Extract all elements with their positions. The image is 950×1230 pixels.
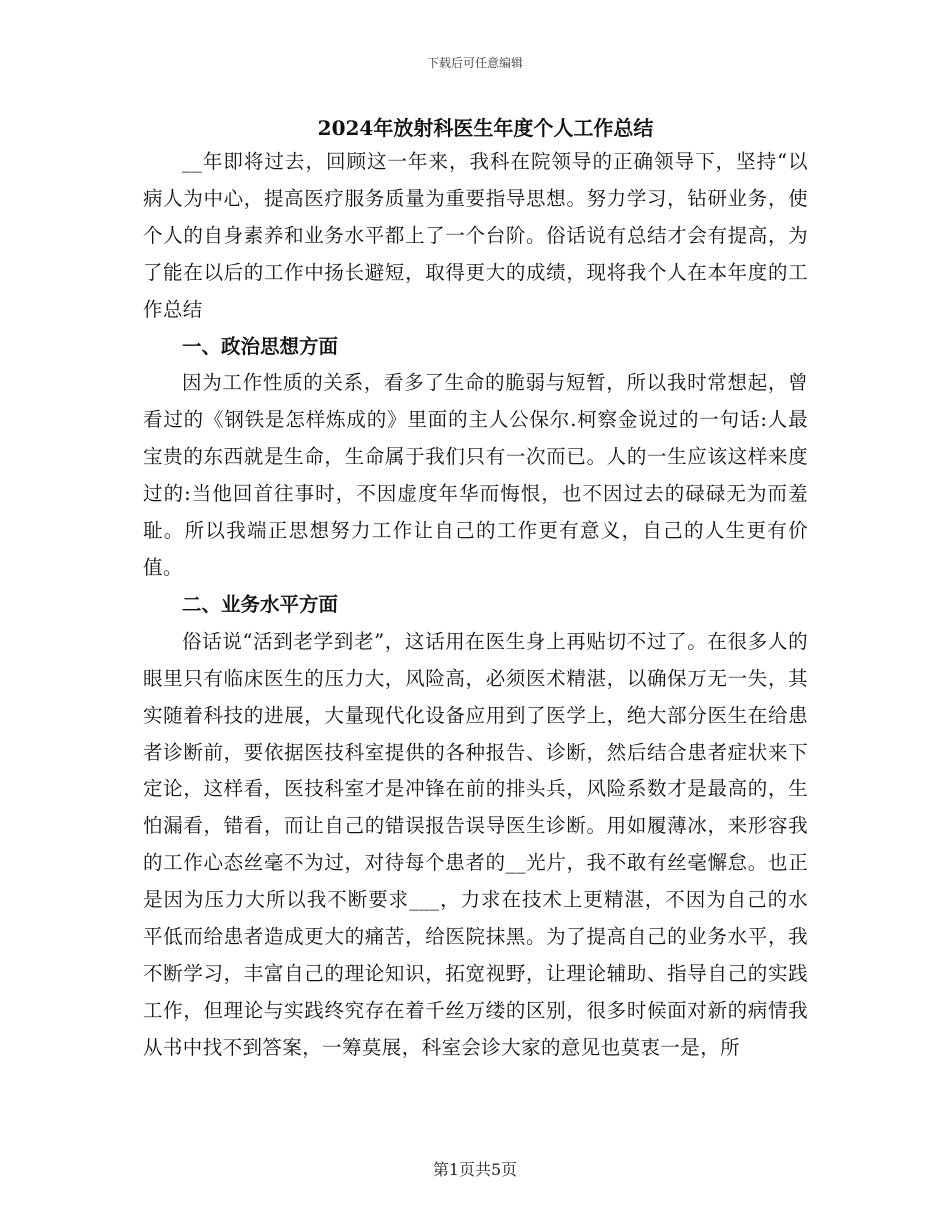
page-footer: 第1页共5页 [432,1160,518,1179]
intro-paragraph: __年即将过去，回顾这一年来，我科在院领导的正确领导下，坚持“以病人为中心，提高医疗服务质量为重要指导思想。努力学习，钻研业务，使个人的自身素养和业务水平都上了一个台阶。俗话说有总结才会有提高，为了能在以后的工作中扬长避短，取得更大的成绩，现将我个人在本年度的工作总结 [143,150,808,321]
section-body-political: 因为工作性质的关系，看多了生命的脆弱与短暂，所以我时常想起，曾看过的《钢铁是怎样炼成的》里面的主人公保尔.柯察金说过的一句话:人最宝贵的东西就是生命，生命属于我们只有一次而已。人的一生应该这样来度过的:当他回首往事时，不因虚度年华而悔恨，也不因过去的碌碌无为而羞耻。所以我端正思想努力工作让自己的工作更有意义，自己的人生更有价值。 [143,371,808,579]
page-header: 下载后可任意编辑 [426,56,523,70]
document-body [143,112,808,1067]
section-heading-professional: 二、业务水平方面 [182,592,339,616]
section-heading-political: 一、政治思想方面 [182,334,339,358]
document-title: 2024年放射科医生年度个人工作总结 [317,116,654,140]
section-body-professional: 俗话说“活到老学到老”，这话用在医生身上再贴切不过了。在很多人的眼里只有临床医生的压力大，风险高，必须医术精湛，以确保万无一失，其实随着科技的进展，大量现代化设备应用到了医学上，绝大部分医生在给患者诊断前，要依据医技科室提供的各种报告、诊断，然后结合患者症状来下定论，这样看，医技科室才是冲锋在前的排头兵，风险系数才是最高的，生怕漏看，错看，而让自己的错误报告误导医生诊断。用如履薄冰，来形容我的工作心态丝毫不为过，对待每个患者的__光片，我不敢有丝毫懈怠。也正是因为压力大所以我不断要求___，力求在技术上更精湛，不因为自己的水平低而给患者造成更大的痛苦，给医院抹黑。为了提高自己的业务水平，我不断学习，丰富自己的理论知识，拓宽视野，让理论辅助、指导自己的实践工作，但理论与实践终究存在着千丝万缕的区别，很多时候面对新的病情我从书中找不到答案，一筹莫展，科室会诊大家的意见也莫衷一是，所 [143,629,808,1059]
